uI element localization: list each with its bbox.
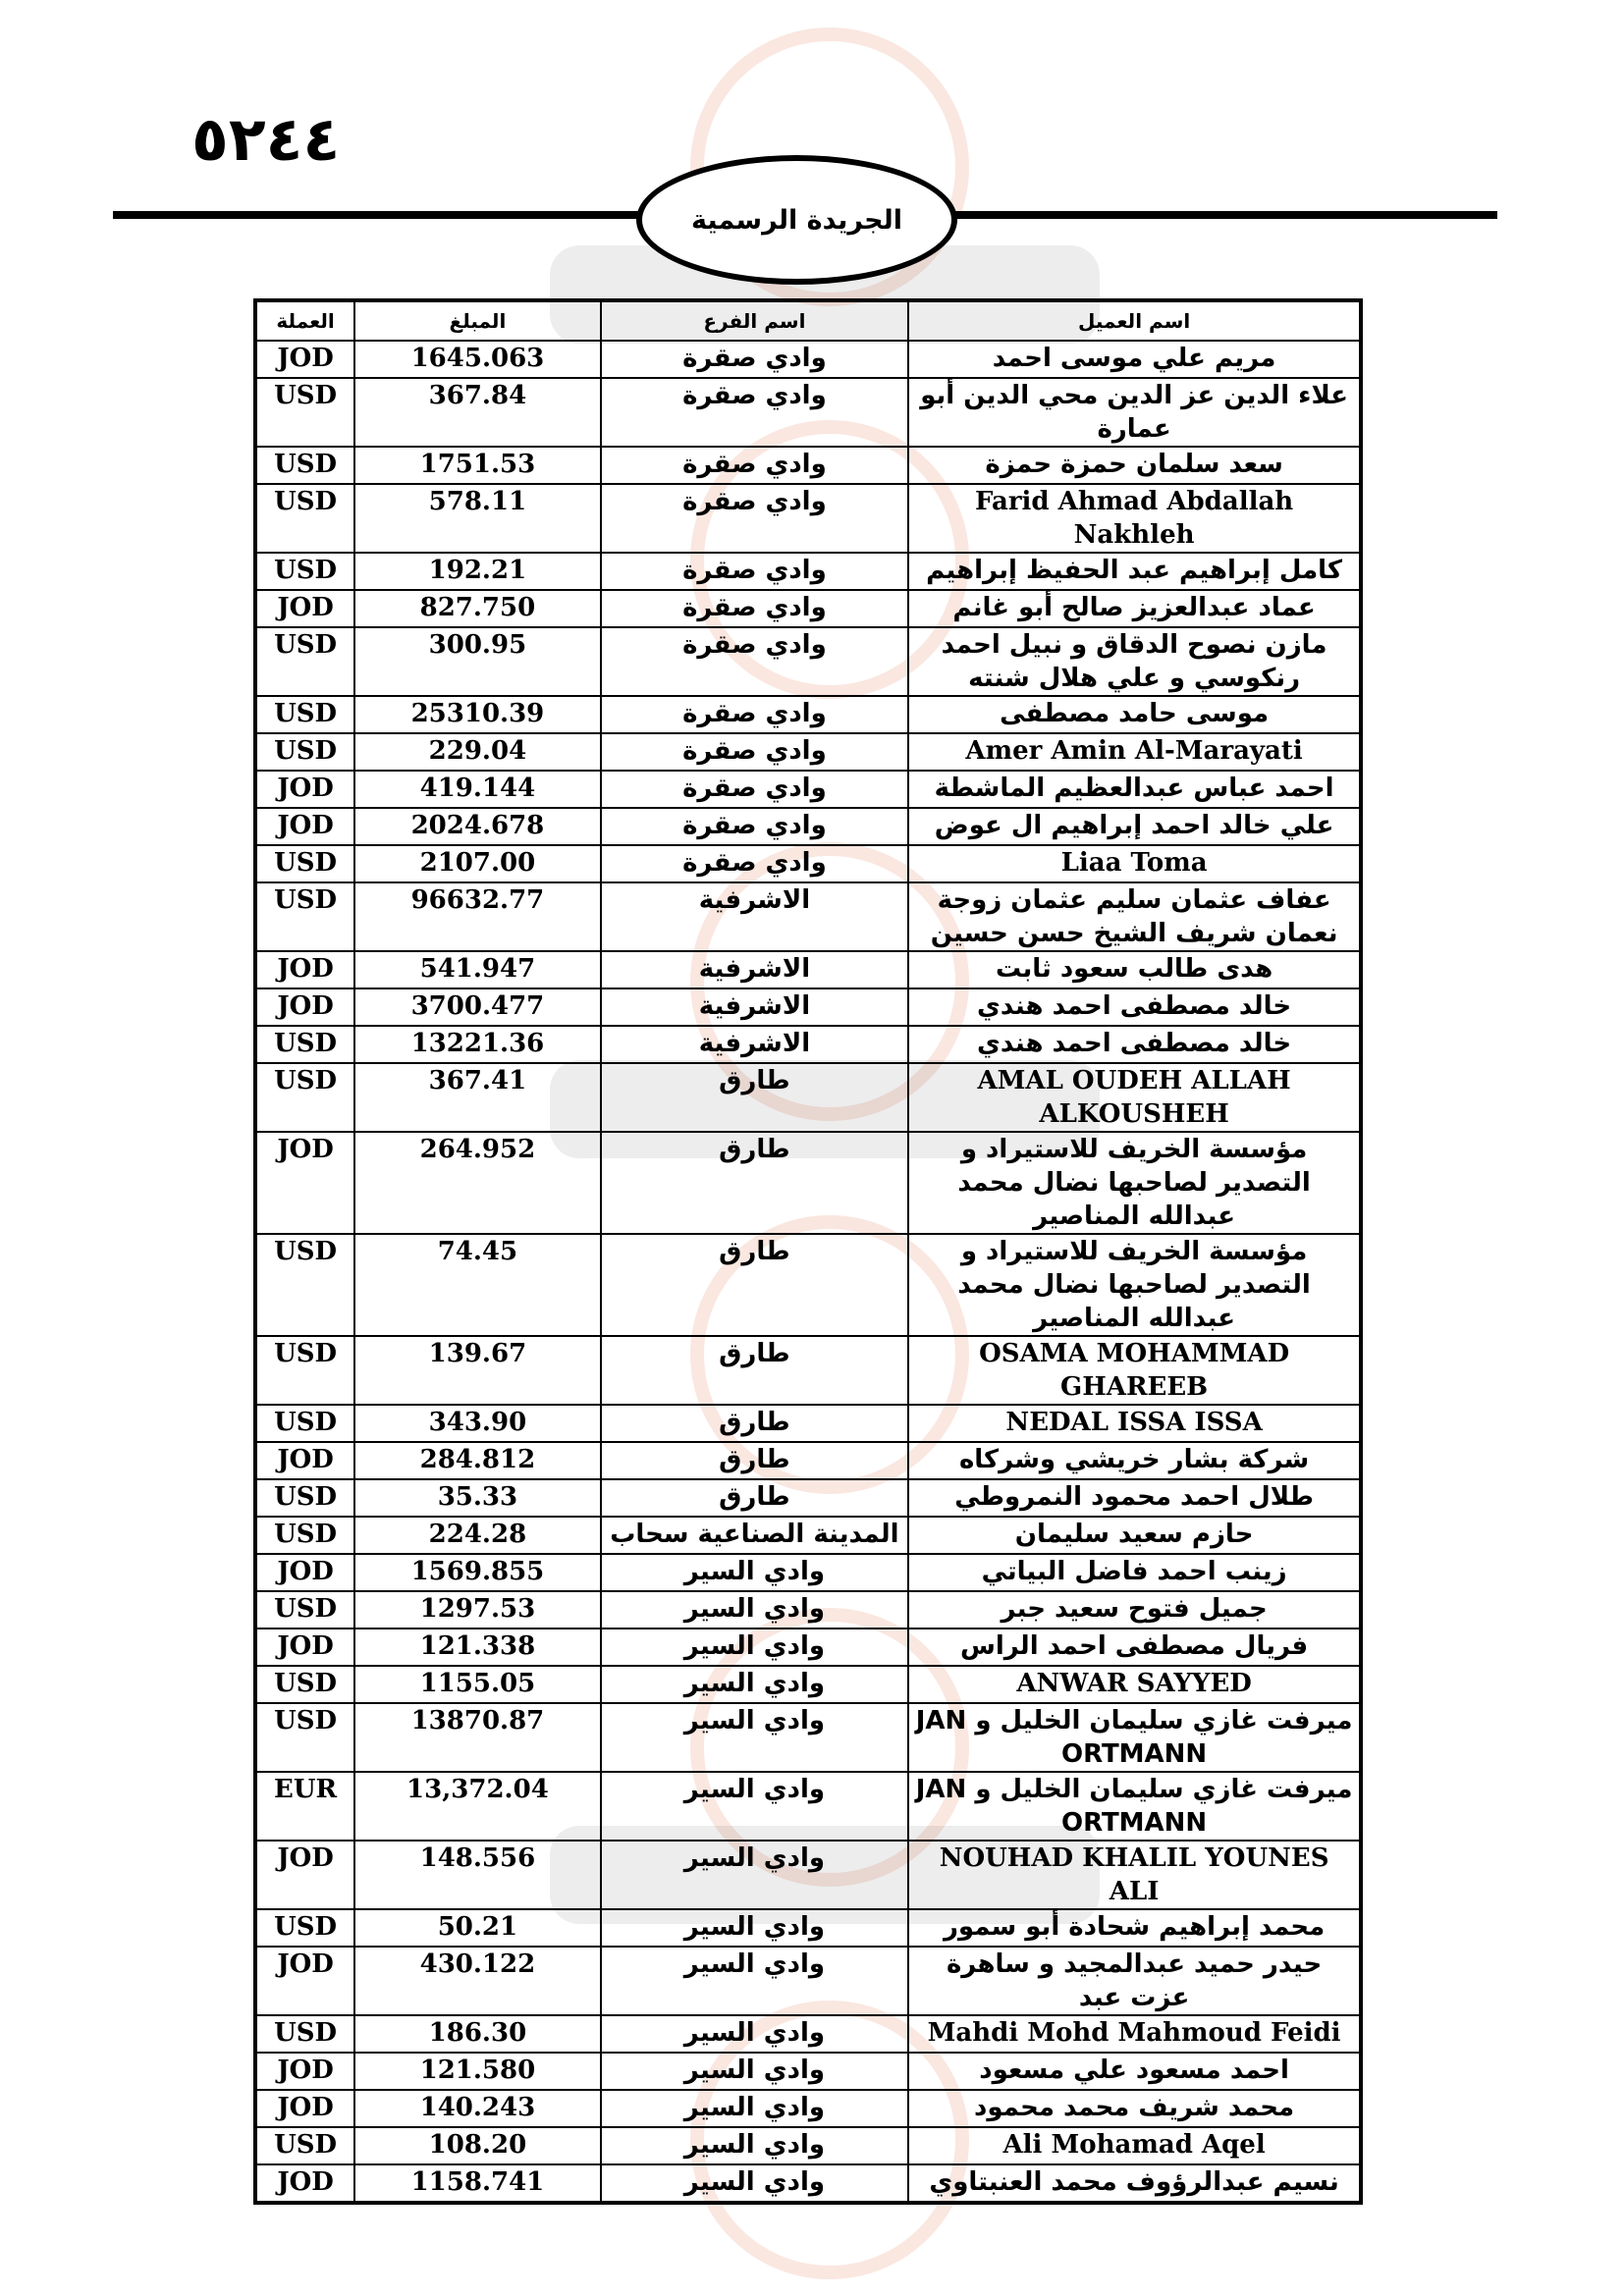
table-row (256, 1405, 1360, 1442)
branch-name-cell: طارق (601, 1063, 909, 1132)
customer-name-cell: ANWAR SAYYED (908, 1666, 1360, 1703)
branch-name-cell: وادي صقرة (601, 590, 909, 627)
currency-cell: JOD (256, 2164, 354, 2202)
amount-cell: 74.45 (354, 1234, 600, 1336)
branch-name-cell: وادي السير (601, 1591, 909, 1629)
table-row (256, 808, 1360, 845)
currency-cell: USD (256, 1909, 354, 1947)
amount-cell: 419.144 (354, 771, 600, 808)
table-row (256, 1234, 1360, 1336)
currency-cell: USD (256, 1405, 354, 1442)
branch-name-cell: وادي صقرة (601, 341, 909, 378)
currency-cell: JOD (256, 1629, 354, 1666)
currency-cell: JOD (256, 1554, 354, 1591)
amount-cell: 139.67 (354, 1336, 600, 1405)
customer-name-cell: AMAL OUDEH ALLAH ALKOUSHEH (908, 1063, 1360, 1132)
branch-name-cell: وادي صقرة (601, 771, 909, 808)
currency-cell: USD (256, 484, 354, 553)
branch-name-cell: وادي صقرة (601, 553, 909, 590)
amount-cell: 827.750 (354, 590, 600, 627)
table-row (256, 2164, 1360, 2202)
customer-name-cell: خالد مصطفى احمد هندي (908, 1026, 1360, 1063)
customer-name-cell: عماد عبدالعزيز صالح أبو غانم (908, 590, 1360, 627)
table-row (256, 1909, 1360, 1947)
table-row (256, 447, 1360, 484)
branch-name-cell: وادي السير (601, 2053, 909, 2090)
currency-cell: USD (256, 845, 354, 882)
currency-cell: USD (256, 378, 354, 447)
table-row (256, 2090, 1360, 2127)
customer-name-cell: Farid Ahmad Abdallah Nakhleh (908, 484, 1360, 553)
table-row (256, 553, 1360, 590)
table-row (256, 1063, 1360, 1132)
customer-name-cell: حيدر حميد عبدالمجيد و ساهرة عزت عبد (908, 1947, 1360, 2015)
currency-cell: USD (256, 882, 354, 951)
currency-cell: USD (256, 1517, 354, 1554)
table-row (256, 733, 1360, 771)
customer-name-cell: حازم سعيد سليمان (908, 1517, 1360, 1554)
currency-cell: USD (256, 1234, 354, 1336)
amount-cell: 541.947 (354, 951, 600, 988)
table-row (256, 378, 1360, 447)
table-row (256, 590, 1360, 627)
customer-name-cell: زينب احمد فاضل البياتي (908, 1554, 1360, 1591)
table-row (256, 988, 1360, 1026)
table-header-row (256, 301, 1360, 341)
customer-name-cell: كامل إبراهيم عبد الحفيظ إبراهيم (908, 553, 1360, 590)
currency-cell: USD (256, 1336, 354, 1405)
currency-cell: JOD (256, 590, 354, 627)
table-row (256, 951, 1360, 988)
customer-name-cell: محمد إبراهيم شحادة أبو سمور (908, 1909, 1360, 1947)
customer-name-cell: سعد سلمان حمزة حمزة (908, 447, 1360, 484)
currency-cell: USD (256, 1026, 354, 1063)
customer-name-cell: NEDAL ISSA ISSA (908, 1405, 1360, 1442)
branch-name-cell: الاشرفية (601, 882, 909, 951)
branch-name-cell: طارق (601, 1405, 909, 1442)
branch-name-cell: وادي صقرة (601, 447, 909, 484)
table-row (256, 2015, 1360, 2053)
currency-cell: JOD (256, 2090, 354, 2127)
amount-cell: 1645.063 (354, 341, 600, 378)
amount-cell: 1569.855 (354, 1554, 600, 1591)
customer-name-cell: طلال احمد محمود النمروطي (908, 1479, 1360, 1517)
table-row (256, 1703, 1360, 1772)
table-row (256, 771, 1360, 808)
currency-cell: USD (256, 1591, 354, 1629)
currency-cell: JOD (256, 2053, 354, 2090)
table-row (256, 696, 1360, 733)
table-row (256, 1841, 1360, 1909)
amount-cell: 192.21 (354, 553, 600, 590)
journal-title-badge (636, 155, 957, 285)
currency-cell: USD (256, 1063, 354, 1132)
branch-name-cell: وادي صقرة (601, 733, 909, 771)
table-row (256, 1336, 1360, 1405)
currency-cell: EUR (256, 1772, 354, 1841)
amount-cell: 264.952 (354, 1132, 600, 1234)
customer-name-cell: Ali Mohamad Aqel (908, 2127, 1360, 2164)
amount-cell: 367.41 (354, 1063, 600, 1132)
branch-name-cell: وادي السير (601, 2090, 909, 2127)
branch-name-cell: الاشرفية (601, 988, 909, 1026)
customer-name-cell: خالد مصطفى احمد هندي (908, 988, 1360, 1026)
table-row (256, 1772, 1360, 1841)
table-row (256, 1947, 1360, 2015)
customer-name-cell: جميل فتوح سعيد جبر (908, 1591, 1360, 1629)
branch-name-cell: وادي السير (601, 1554, 909, 1591)
amount-cell: 367.84 (354, 378, 600, 447)
customer-name-cell: شركة بشار خريشي وشركاه (908, 1442, 1360, 1479)
amount-cell: 229.04 (354, 733, 600, 771)
branch-name-cell: وادي السير (601, 1666, 909, 1703)
table-row (256, 1666, 1360, 1703)
amount-cell: 2107.00 (354, 845, 600, 882)
amount-cell: 2024.678 (354, 808, 600, 845)
branch-name-cell: المدينة الصناعية سحاب (601, 1517, 909, 1554)
journal-title: الجريدة الرسمية (691, 204, 902, 236)
currency-cell: USD (256, 627, 354, 696)
amount-cell: 300.95 (354, 627, 600, 696)
branch-name-cell: وادي السير (601, 1841, 909, 1909)
customer-name-cell: موسى حامد مصطفى (908, 696, 1360, 733)
customer-name-cell: احمد مسعود علي مسعود (908, 2053, 1360, 2090)
customer-name-cell: مريم علي موسى احمد (908, 341, 1360, 378)
branch-name-cell: الاشرفية (601, 951, 909, 988)
table-row (256, 1026, 1360, 1063)
branch-name-cell: وادي صقرة (601, 378, 909, 447)
amount-cell: 343.90 (354, 1405, 600, 1442)
customer-name-cell: NOUHAD KHALIL YOUNES ALI (908, 1841, 1360, 1909)
customer-name-cell: مؤسسة الخريف للاستيراد و التصدير لصاحبها نضال محمد عبدالله المناصير (908, 1234, 1360, 1336)
customer-name-cell: عفاف عثمان سليم عثمان زوجة نعمان شريف الشيخ حسن حسين (908, 882, 1360, 951)
customer-name-cell: محمد شريف محمد محمود (908, 2090, 1360, 2127)
branch-name-cell: الاشرفية (601, 1026, 909, 1063)
branch-name-cell: وادي صقرة (601, 696, 909, 733)
amount-cell: 578.11 (354, 484, 600, 553)
currency-cell: JOD (256, 1841, 354, 1909)
branch-name-cell: طارق (601, 1479, 909, 1517)
customer-name-cell: OSAMA MOHAMMAD GHAREEB (908, 1336, 1360, 1405)
amount-cell: 13,372.04 (354, 1772, 600, 1841)
customer-name-cell: فريال مصطفى احمد الراس (908, 1629, 1360, 1666)
amount-cell: 148.556 (354, 1841, 600, 1909)
customer-name-cell: Amer Amin Al-Marayati (908, 733, 1360, 771)
currency-cell: USD (256, 2127, 354, 2164)
customer-name-cell: مازن نصوح الدقاق و نبيل احمد رنكوسي و علي هلال شنته (908, 627, 1360, 696)
table-row (256, 2053, 1360, 2090)
currency-cell: JOD (256, 808, 354, 845)
currency-cell: USD (256, 733, 354, 771)
currency-cell: JOD (256, 771, 354, 808)
amount-cell: 13221.36 (354, 1026, 600, 1063)
amount-cell: 96632.77 (354, 882, 600, 951)
amount-cell: 35.33 (354, 1479, 600, 1517)
table-row (256, 1132, 1360, 1234)
amount-cell: 1751.53 (354, 447, 600, 484)
branch-name-cell: وادي صقرة (601, 484, 909, 553)
table-row (256, 1591, 1360, 1629)
currency-cell: USD (256, 1479, 354, 1517)
customer-name-cell: Liaa Toma (908, 845, 1360, 882)
customer-name-cell: مؤسسة الخريف للاستيراد و التصدير لصاحبها نضال محمد عبدالله المناصير (908, 1132, 1360, 1234)
amount-cell: 284.812 (354, 1442, 600, 1479)
branch-name-cell: طارق (601, 1336, 909, 1405)
amount-cell: 50.21 (354, 1909, 600, 1947)
branch-name-cell: وادي السير (601, 2164, 909, 2202)
branch-name-cell: وادي السير (601, 1772, 909, 1841)
amount-cell: 1155.05 (354, 1666, 600, 1703)
currency-cell: USD (256, 1666, 354, 1703)
amount-cell: 108.20 (354, 2127, 600, 2164)
branch-name-cell: وادي السير (601, 2015, 909, 2053)
customer-name-cell: ميرفت غازي سليمان الخليل و JAN ORTMANN (908, 1772, 1360, 1841)
table-row (256, 1442, 1360, 1479)
amount-cell: 140.243 (354, 2090, 600, 2127)
currency-cell: JOD (256, 1442, 354, 1479)
branch-name-cell: طارق (601, 1132, 909, 1234)
table-row (256, 882, 1360, 951)
branch-name-cell: طارق (601, 1234, 909, 1336)
header-branch-name: اسم الفرع (601, 301, 909, 341)
branch-name-cell: وادي السير (601, 2127, 909, 2164)
currency-cell: USD (256, 553, 354, 590)
currency-cell: JOD (256, 341, 354, 378)
header-amount: المبلغ (354, 301, 600, 341)
currency-cell: USD (256, 2015, 354, 2053)
branch-name-cell: وادي صقرة (601, 845, 909, 882)
header-currency: العملة (256, 301, 354, 341)
currency-cell: USD (256, 447, 354, 484)
customer-name-cell: نسيم عبدالرؤوف محمد العنبتاوي (908, 2164, 1360, 2202)
amount-cell: 121.338 (354, 1629, 600, 1666)
page-number: ٥٢٤٤ (191, 103, 341, 175)
table-row (256, 1479, 1360, 1517)
unclaimed-balances-table (253, 298, 1363, 2205)
amount-cell: 186.30 (354, 2015, 600, 2053)
table-row (256, 341, 1360, 378)
currency-cell: JOD (256, 1132, 354, 1234)
branch-name-cell: وادي السير (601, 1629, 909, 1666)
header-customer-name: اسم العميل (908, 301, 1360, 341)
table-row (256, 484, 1360, 553)
table-row (256, 1517, 1360, 1554)
table-row (256, 2127, 1360, 2164)
amount-cell: 3700.477 (354, 988, 600, 1026)
customer-name-cell: علاء الدين عز الدين محي الدين أبو عمارة (908, 378, 1360, 447)
table-row (256, 1629, 1360, 1666)
table-row (256, 845, 1360, 882)
table-row (256, 627, 1360, 696)
amount-cell: 224.28 (354, 1517, 600, 1554)
branch-name-cell: وادي السير (601, 1703, 909, 1772)
currency-cell: USD (256, 696, 354, 733)
branch-name-cell: طارق (601, 1442, 909, 1479)
branch-name-cell: وادي صقرة (601, 627, 909, 696)
branch-name-cell: وادي صقرة (601, 808, 909, 845)
customer-name-cell: علي خالد احمد إبراهيم ال عوض (908, 808, 1360, 845)
amount-cell: 121.580 (354, 2053, 600, 2090)
currency-cell: JOD (256, 1947, 354, 2015)
customer-name-cell: Mahdi Mohd Mahmoud Feidi (908, 2015, 1360, 2053)
branch-name-cell: وادي السير (601, 1909, 909, 1947)
amount-cell: 1297.53 (354, 1591, 600, 1629)
table-row (256, 1554, 1360, 1591)
currency-cell: JOD (256, 951, 354, 988)
customer-name-cell: احمد عباس عبدالعظيم الماشطة (908, 771, 1360, 808)
customer-name-cell: ميرفت غازي سليمان الخليل و JAN ORTMANN (908, 1703, 1360, 1772)
amount-cell: 430.122 (354, 1947, 600, 2015)
amount-cell: 25310.39 (354, 696, 600, 733)
amount-cell: 1158.741 (354, 2164, 600, 2202)
amount-cell: 13870.87 (354, 1703, 600, 1772)
customer-name-cell: هدى طالب سعود ثابت (908, 951, 1360, 988)
currency-cell: USD (256, 1703, 354, 1772)
branch-name-cell: وادي السير (601, 1947, 909, 2015)
currency-cell: JOD (256, 988, 354, 1026)
